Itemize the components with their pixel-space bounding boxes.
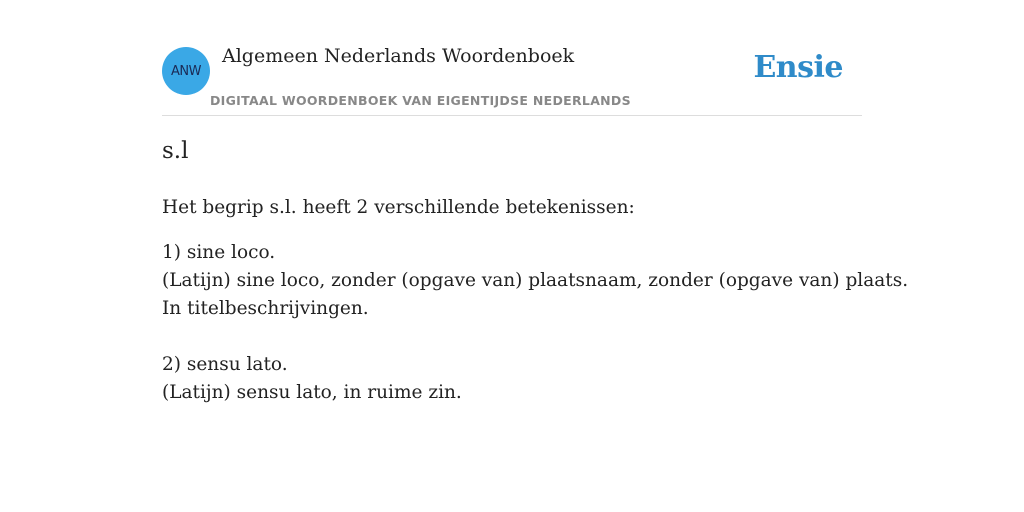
definition-line: (Latijn) sensu lato, in ruime zin. [162,382,462,403]
definition-line: In titelbeschrijvingen. [162,298,369,319]
entry-intro: Het begrip s.l. heeft 2 verschillende betekenissen: [162,197,635,218]
site-subtitle: DIGITAAL WOORDENBOEK VAN EIGENTIJDSE NEDERLANDS [210,93,631,108]
definition-item [162,239,908,323]
definition-heading: 1) sine loco. [162,242,276,263]
definition-heading: 2) sensu lato. [162,354,288,375]
ensie-brand-link[interactable]: Ensie [753,50,843,85]
page-container [162,0,909,512]
definition-line: (Latijn) sine loco, zonder (opgave van) plaatsnaam, zonder (opgave van) plaats. [162,270,909,291]
anw-logo[interactable]: ANW [162,47,210,95]
site-title-link[interactable]: Algemeen Nederlands Woordenboek [222,45,575,67]
definition-item [162,351,908,407]
entry-term: s.l [162,138,189,164]
site-header [162,0,862,116]
definition-list [162,239,908,435]
